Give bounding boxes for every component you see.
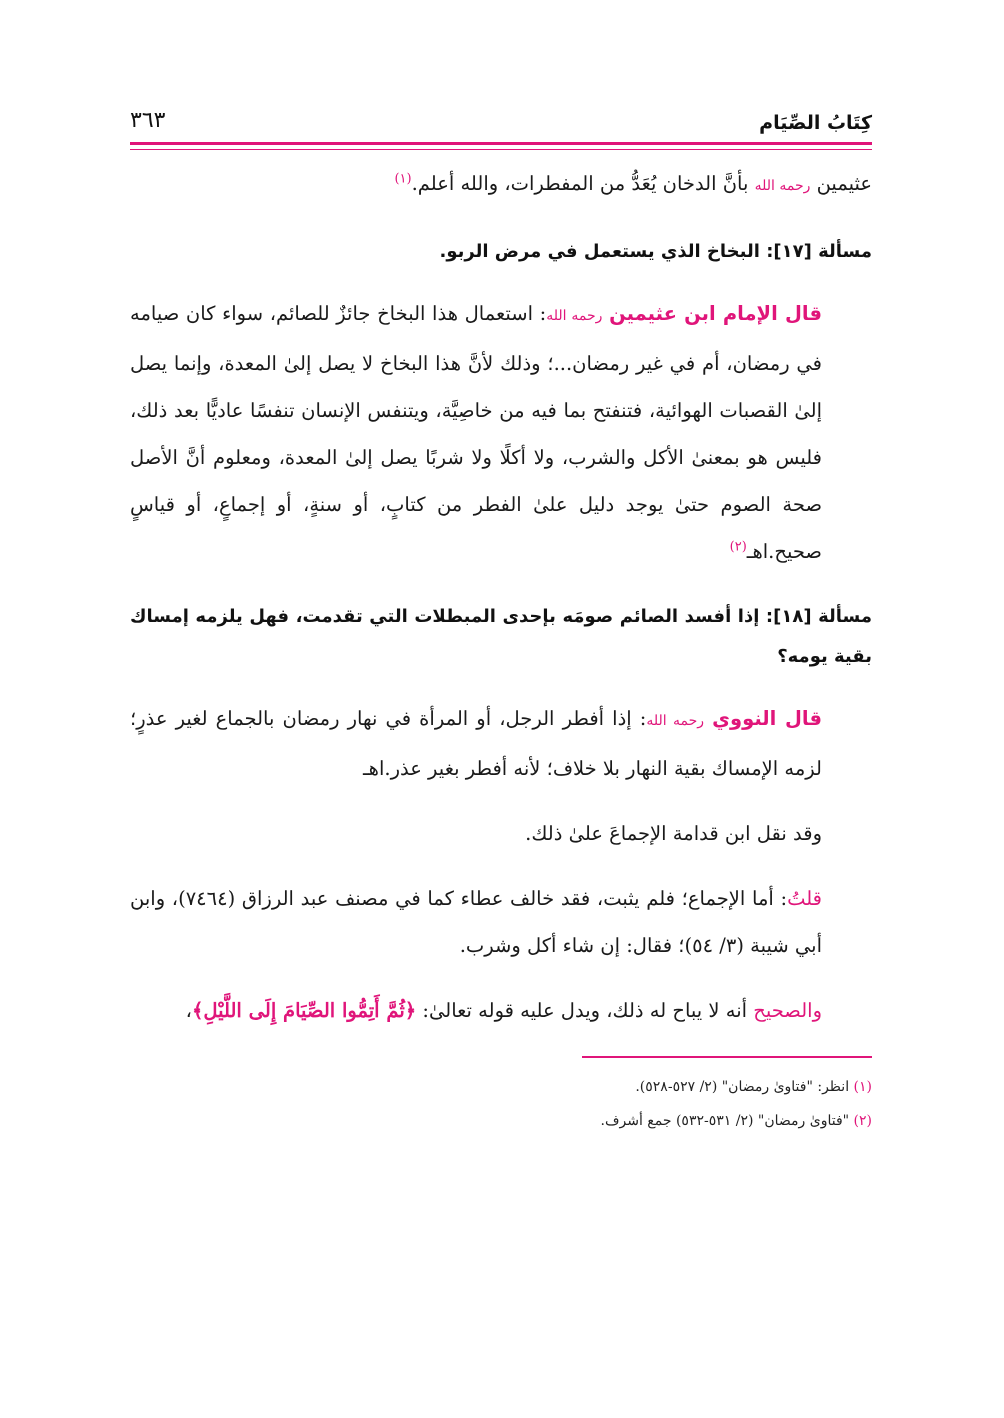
page-body <box>130 160 872 1138</box>
footnote-1 <box>130 1070 872 1104</box>
paragraph-text: : إذا أفطر الرجل، أو المرأة في نهار رمضان بالجماع لغير عذرٍ؛ لزمه الإمساك بقية النهار بلا خلاف؛ لأنه أفطر بغير عذر.اهـ <box>130 707 822 780</box>
footnotes <box>130 1070 872 1138</box>
question-label: مسألة [١٧]: <box>766 241 872 262</box>
book-title: كِتَابُ الصِّيَام <box>759 112 872 134</box>
question-title: البخاخ الذي يستعمل في مرض الربو. <box>439 241 767 262</box>
quran-verse: ﴿ثُمَّ أَتِمُّوا الصِّيَامَ إِلَى اللَّيْلِ﴾ <box>191 999 417 1022</box>
honorific-glyph: رحمه الله <box>546 308 603 324</box>
page-number: ٣٦٣ <box>130 108 166 133</box>
paragraph-nawawi <box>130 695 872 792</box>
paragraph-ibn-qudamah <box>130 810 872 857</box>
paragraph-text: ، <box>185 999 192 1022</box>
paragraph-ibn-uthaymeen <box>130 290 872 575</box>
footnote-text: انظر: "فتاوىٰ رمضان" (٢/ ٥٢٧-٥٢٨). <box>635 1079 854 1095</box>
question-heading-17 <box>130 232 872 272</box>
footnote-rule <box>582 1056 872 1058</box>
footnote-ref: (٢) <box>729 539 747 555</box>
paragraph-text: أنه لا يباح له ذلك، ويدل عليه قوله تعالىٰ: <box>416 999 754 1022</box>
header-rule-thick <box>130 142 872 145</box>
footnote-2 <box>130 1104 872 1138</box>
footnote-number: (٢) <box>853 1113 872 1129</box>
paragraph-lead: قلتُ <box>787 887 822 910</box>
paragraph-lead: والصحيح <box>753 999 822 1022</box>
footnote-text: "فتاوىٰ رمضان" (٢/ ٥٣١-٥٣٢) جمع أشرف. <box>600 1113 854 1129</box>
question-label: مسألة [١٨]: <box>765 606 873 627</box>
paragraph-text: : استعمال هذا البخاخ جائزٌ للصائم، سواء كان صيامه في رمضان، أم في غير رمضان...؛ وذلك لأنَّ هذا البخاخ لا يصل إلىٰ المعدة، وإنما يصل إلىٰ القصبات الهوائية، فتنفتح بما فيه من خاصِيَّة، ويتنفس الإنسان تنفسًا عاديًّا بعد ذلك، فليس هو بمعنىٰ الأكل والشرب، ولا أكلًا ولا شربًا يصل إلىٰ المعدة، ومعلوم أنَّ الأصل صحة الصوم حتىٰ يوجد دليل علىٰ الفطر من كتابٍ، أو سنةٍ، أو إجماعٍ، أو قياسٍ صحيح.اهـ <box>130 302 822 563</box>
paragraph-sahih <box>130 987 872 1034</box>
page-header <box>130 100 872 142</box>
honorific-glyph: رحمه الله <box>754 178 811 194</box>
paragraph-text: : أما الإجماع؛ فلم يثبت، فقد خالف عطاء كما في مصنف عبد الرزاق (٧٤٦٤)، وابن أبي شيبة (٣/ ٥٤)؛ فقال: إن شاء أكل وشرب. <box>130 887 822 957</box>
footnote-ref: (١) <box>394 171 412 187</box>
paragraph-continued <box>130 160 872 210</box>
paragraph-qultu <box>130 875 872 969</box>
question-heading-18 <box>130 597 872 677</box>
speaker-name: قال النووي <box>712 707 823 730</box>
paragraph-text: بأنَّ الدخان يُعَدُّ من المفطرات، والله أعلم. <box>411 172 755 195</box>
question-title: إذا أفسد الصائم صومَه بإحدى المبطلات التي تقدمت، فهل يلزمه إمساك بقية يومه؟ <box>130 606 872 667</box>
honorific-glyph: رحمه الله <box>646 713 705 729</box>
footnote-number: (١) <box>853 1079 872 1095</box>
book-page <box>130 100 872 1138</box>
header-rule-thin <box>130 149 872 150</box>
speaker-name: قال الإمام ابن عثيمين <box>609 302 822 325</box>
paragraph-text: عثيمين <box>810 172 872 195</box>
paragraph-text: وقد نقل ابن قدامة الإجماعَ علىٰ ذلك. <box>525 822 822 845</box>
